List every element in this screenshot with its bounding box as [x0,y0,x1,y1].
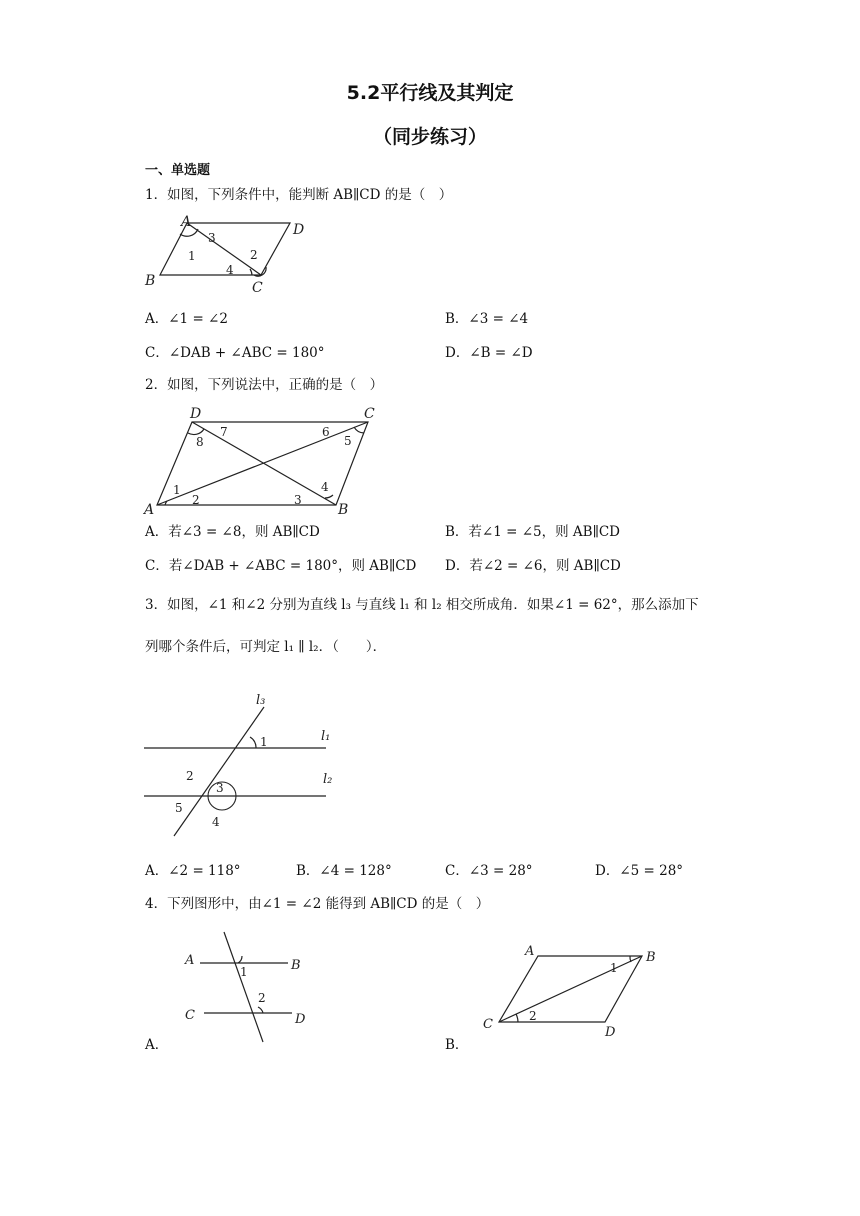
q1-label-D: D [293,222,305,238]
q2-angle-3: 3 [294,493,302,507]
q2-label-B: B [338,502,349,516]
q3-figure [140,690,350,840]
q4a-label-B: B [291,958,301,973]
q1-option-d[interactable]: D．∠B = ∠D [445,345,533,361]
q3-angle-2: 2 [186,769,194,783]
q2-angle-7: 7 [220,425,228,439]
q3-label-l1: l₁ [321,729,331,744]
q1-angle-1: 1 [188,249,196,263]
q4-option-b[interactable]: B． [445,1037,469,1053]
q1-option-b[interactable]: B．∠3 = ∠4 [445,311,529,327]
q2-label-D: D [190,406,202,422]
q3-option-b[interactable]: B．∠4 = 128° [296,863,392,879]
q2-angle-2: 2 [192,493,200,507]
page-subtitle: （同步练习） [372,126,487,148]
q1-angle-3: 3 [208,231,216,245]
q4b-angle-1: 1 [610,961,618,975]
q3-option-d[interactable]: D．∠5 = 28° [595,863,684,879]
q4a-angle-2: 2 [258,991,266,1005]
q1-figure [140,212,320,298]
q2-angle-1: 1 [173,483,181,497]
q4-option-a[interactable]: A． [145,1037,169,1053]
q1-option-c[interactable]: C．∠DAB + ∠ABC = 180° [145,345,325,361]
q4b-label-C: C [483,1017,493,1032]
q2-stem: 2．如图，下列说法中，正确的是（ ） [145,377,384,393]
q4-figure-b [480,940,670,1040]
q2-figure [140,400,390,516]
q2-angle-5: 5 [344,434,352,448]
q2-angle-4: 4 [321,480,329,494]
q3-label-l2: l₂ [323,772,333,787]
q4b-angle-2: 2 [529,1009,537,1023]
q4-figure-a [180,930,325,1045]
q4b-label-B: B [646,950,656,965]
q2-option-d[interactable]: D．若∠2 = ∠6，则 AB∥CD [445,558,621,574]
q3-stem-line2: 列哪个条件后，可判定 l₁ ∥ l₂．（ ）． [145,639,387,655]
q2-label-A: A [144,502,155,516]
q2-angle-6: 6 [322,425,330,439]
q3-option-a[interactable]: A．∠2 = 118° [145,863,241,879]
q2-label-C: C [364,406,375,422]
q3-stem-line1: 3．如图，∠1 和∠2 分别为直线 l₃ 与直线 l₁ 和 l₂ 相交所成角．如果∠1 = 62°，那么添加下 [145,597,699,613]
q3-angle-4: 4 [212,815,220,829]
page-title: 5.2平行线及其判定 [346,82,514,104]
section-heading: 一、单选题 [145,163,211,178]
q1-stem: 1．如图，下列条件中，能判断 AB∥CD 的是（ ） [145,187,453,203]
q2-option-a[interactable]: A．若∠3 = ∠8，则 AB∥CD [145,524,320,540]
q4-stem: 4．下列图形中，由∠1 = ∠2 能得到 AB∥CD 的是（ ） [145,896,490,912]
q4a-label-A: A [185,953,195,968]
q4a-label-D: D [295,1012,306,1027]
q4a-angle-1: 1 [240,965,248,979]
q4b-label-D: D [605,1025,616,1040]
q3-angle-3: 3 [216,781,224,795]
q1-option-a[interactable]: A．∠1 = ∠2 [145,311,228,327]
q1-label-B: B [145,273,156,289]
q3-angle-1: 1 [260,735,268,749]
q3-option-c[interactable]: C．∠3 = 28° [445,863,533,879]
q1-angle-4: 4 [226,263,234,277]
q1-label-C: C [252,280,263,296]
q1-angle-2: 2 [250,248,258,262]
q2-option-b[interactable]: B．若∠1 = ∠5，则 AB∥CD [445,524,620,540]
q3-angle-5: 5 [175,801,183,815]
q2-option-c[interactable]: C．若∠DAB + ∠ABC = 180°，则 AB∥CD [145,558,417,574]
q4b-label-A: A [525,944,535,959]
q1-label-A: A [181,214,192,230]
q3-label-l3: l₃ [256,693,266,708]
q4a-label-C: C [185,1008,195,1023]
q2-angle-8: 8 [196,435,204,449]
